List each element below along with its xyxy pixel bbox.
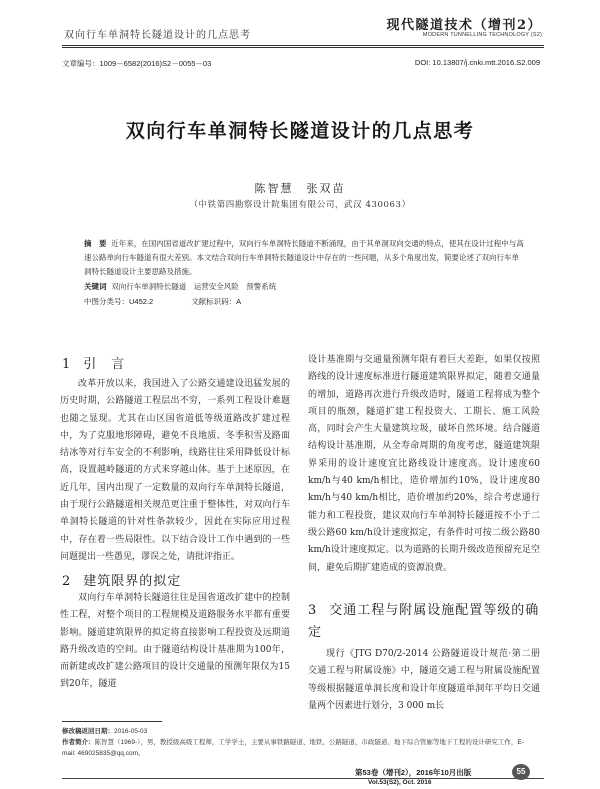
paragraph-clearance: 双向行车单洞特长隧道往往是国省道改扩建中的控制性工程，对整个项目的工程规模及道路服务水平都有重要影响。隧道建筑限界的拟定将直接影响工程投资及远期道路升级改造的空间。由于隧道结构设计基准期为100年，而新建或改扩建公路项目的设计交通量的预测年限仅为15到20年，隧道 <box>60 593 290 690</box>
header-rule <box>62 45 544 46</box>
section-number: 1 <box>62 357 72 372</box>
affiliation: （中铁第四勘察设计院集团有限公司，武汉 430063） <box>189 200 411 210</box>
footnote <box>62 726 536 759</box>
clc-number: 中图分类号：U452.2 <box>84 297 154 306</box>
keywords <box>84 281 524 292</box>
keywords-label: 关键词 <box>84 282 107 291</box>
section-2-heading <box>62 570 181 589</box>
section-title: 交通工程与附属设施配置等级的确定 <box>308 603 540 640</box>
paper-title: 双向行车单洞特长隧道设计的几点思考 <box>125 120 475 142</box>
page-number: 55 <box>512 764 530 780</box>
journal-title-cn: 现代隧道技术（增刊2） <box>386 18 542 33</box>
paragraph-traffic-engineering: 现行《JTG D70/2-2014 公路隧道设计规范·第二册 交通工程与附属设施》中，隧道交通工程与附属设施配置等级根据隧道单洞长度和设计年度隧道单洞年平均日交通量两个因素进行划分，3 000 m长 <box>308 649 540 711</box>
section-number: 2 <box>62 574 72 589</box>
classification <box>84 296 279 307</box>
doi: DOI: 10.13807/j.cnki.mtt.2016.S2.009 <box>414 58 540 67</box>
footer-rule <box>62 778 544 779</box>
received-date: 修改稿返回日期：2016-05-03 <box>62 728 148 735</box>
article-number: 文章编号：1009－6582(2016)S2－0055－03 <box>62 59 212 68</box>
section-3-heading <box>308 600 540 644</box>
section-number: 3 <box>308 603 318 618</box>
section-1-heading <box>62 353 125 372</box>
footnote-rule <box>62 721 162 722</box>
abstract-label: 摘 要 <box>84 239 107 248</box>
section-title: 引 言 <box>83 357 126 372</box>
header-rule <box>62 47 544 48</box>
issue-info-cn: 第53卷（增刊2），2016年10月出版 <box>355 768 472 777</box>
journal-title-en: MODERN TUNNELLING TECHNOLOGY (S2) <box>422 32 542 38</box>
paragraph-clearance-continued: 设计基准期与交通量预测年限有着巨大差距，如果仅按照路线的设计速度标准进行隧道建筑限界拟定，随着交通量的增加，道路再次进行升级改造时，隧道工程将成为整个项目的瓶颈，隧道扩建工程投资大、工期长、施工风险高，同时会产生大量建筑垃圾，破坏自然环境。结合隧道结构设计基准期，从全寿命周期的角度考虑，隧道建筑限界采用的设计速度宜比路线设计速度高。设计速度60 km/h与40 km/h相比，造价增加约10%，设计速度80 km/h与40 km/h相比，造价增加约20%，综合考虑通行能力和工程投资，建议双向行车单洞特长隧道按不小于二级公路60 km/h设计速度拟定，有条件时可按二级公路80 km/h设计速度拟定。以为道路的长期升级改造预留充足空间，避免后期扩建造成的资源浪费。 <box>308 355 540 573</box>
document-code: 文献标识码：A <box>191 297 242 306</box>
paragraph-introduction: 改革开放以来，我国进入了公路交通建设迅猛发展的历史时期，公路隧道工程层出不穷，一系列工程设计难题也随之显现。尤其在山区国省道低等级道路改扩建过程中，为了克服地形障碍，避免不良地质、冬季积雪及路面结冰等对行车安全的不利影响，线路往往采用降低设计标高，设置越岭隧道的方式来穿越山体。基于上述原因，在近几年，国内出现了一定数量的双向行车单洞特长隧道，由于现行公路隧道相关规范更注重于整体性，对双向行车单洞特长隧道的针对性条款较少，因此在实际应用过程中，存在着一些局限性。以下结合设计工作中遇到的一些问题提出一些愚见，谬误之处，请批评指正。 <box>60 379 290 562</box>
keywords-text: 双向行车单洞特长隧道 运营安全风险 预警系统 <box>111 282 277 291</box>
authors: 陈智慧 张双苗 <box>254 182 346 195</box>
running-head: 双向行车单洞特长隧道设计的几点思考 <box>64 30 251 41</box>
author-bio: 作者简介：陈智慧（1969-），男，教授级高级工程师，工学学士，主要从事铁路隧道、地铁、公路隧道、市政隧道、地下综合管廊等地下工程的设计研究工作，E-mail: 469025835@qq.com。 <box>62 739 524 757</box>
section-title: 建筑限界的拟定 <box>83 574 182 589</box>
abstract-text: 近年来，在国内国省道改扩建过程中，双向行车单洞特长隧道不断涌现，由于其单洞双向交通的特点，使其在设计过程中与高速公路单向行车隧道有很大差别。本文结合双向行车单洞特长隧道设计中存在的一些问题，从多个角度出发，简要论述了双向行车单洞特长隧道设计主要思路及措施。 <box>84 239 524 276</box>
abstract <box>84 237 524 279</box>
issue-info-en: Vol.53(S2), Oct. 2016 <box>368 779 432 786</box>
